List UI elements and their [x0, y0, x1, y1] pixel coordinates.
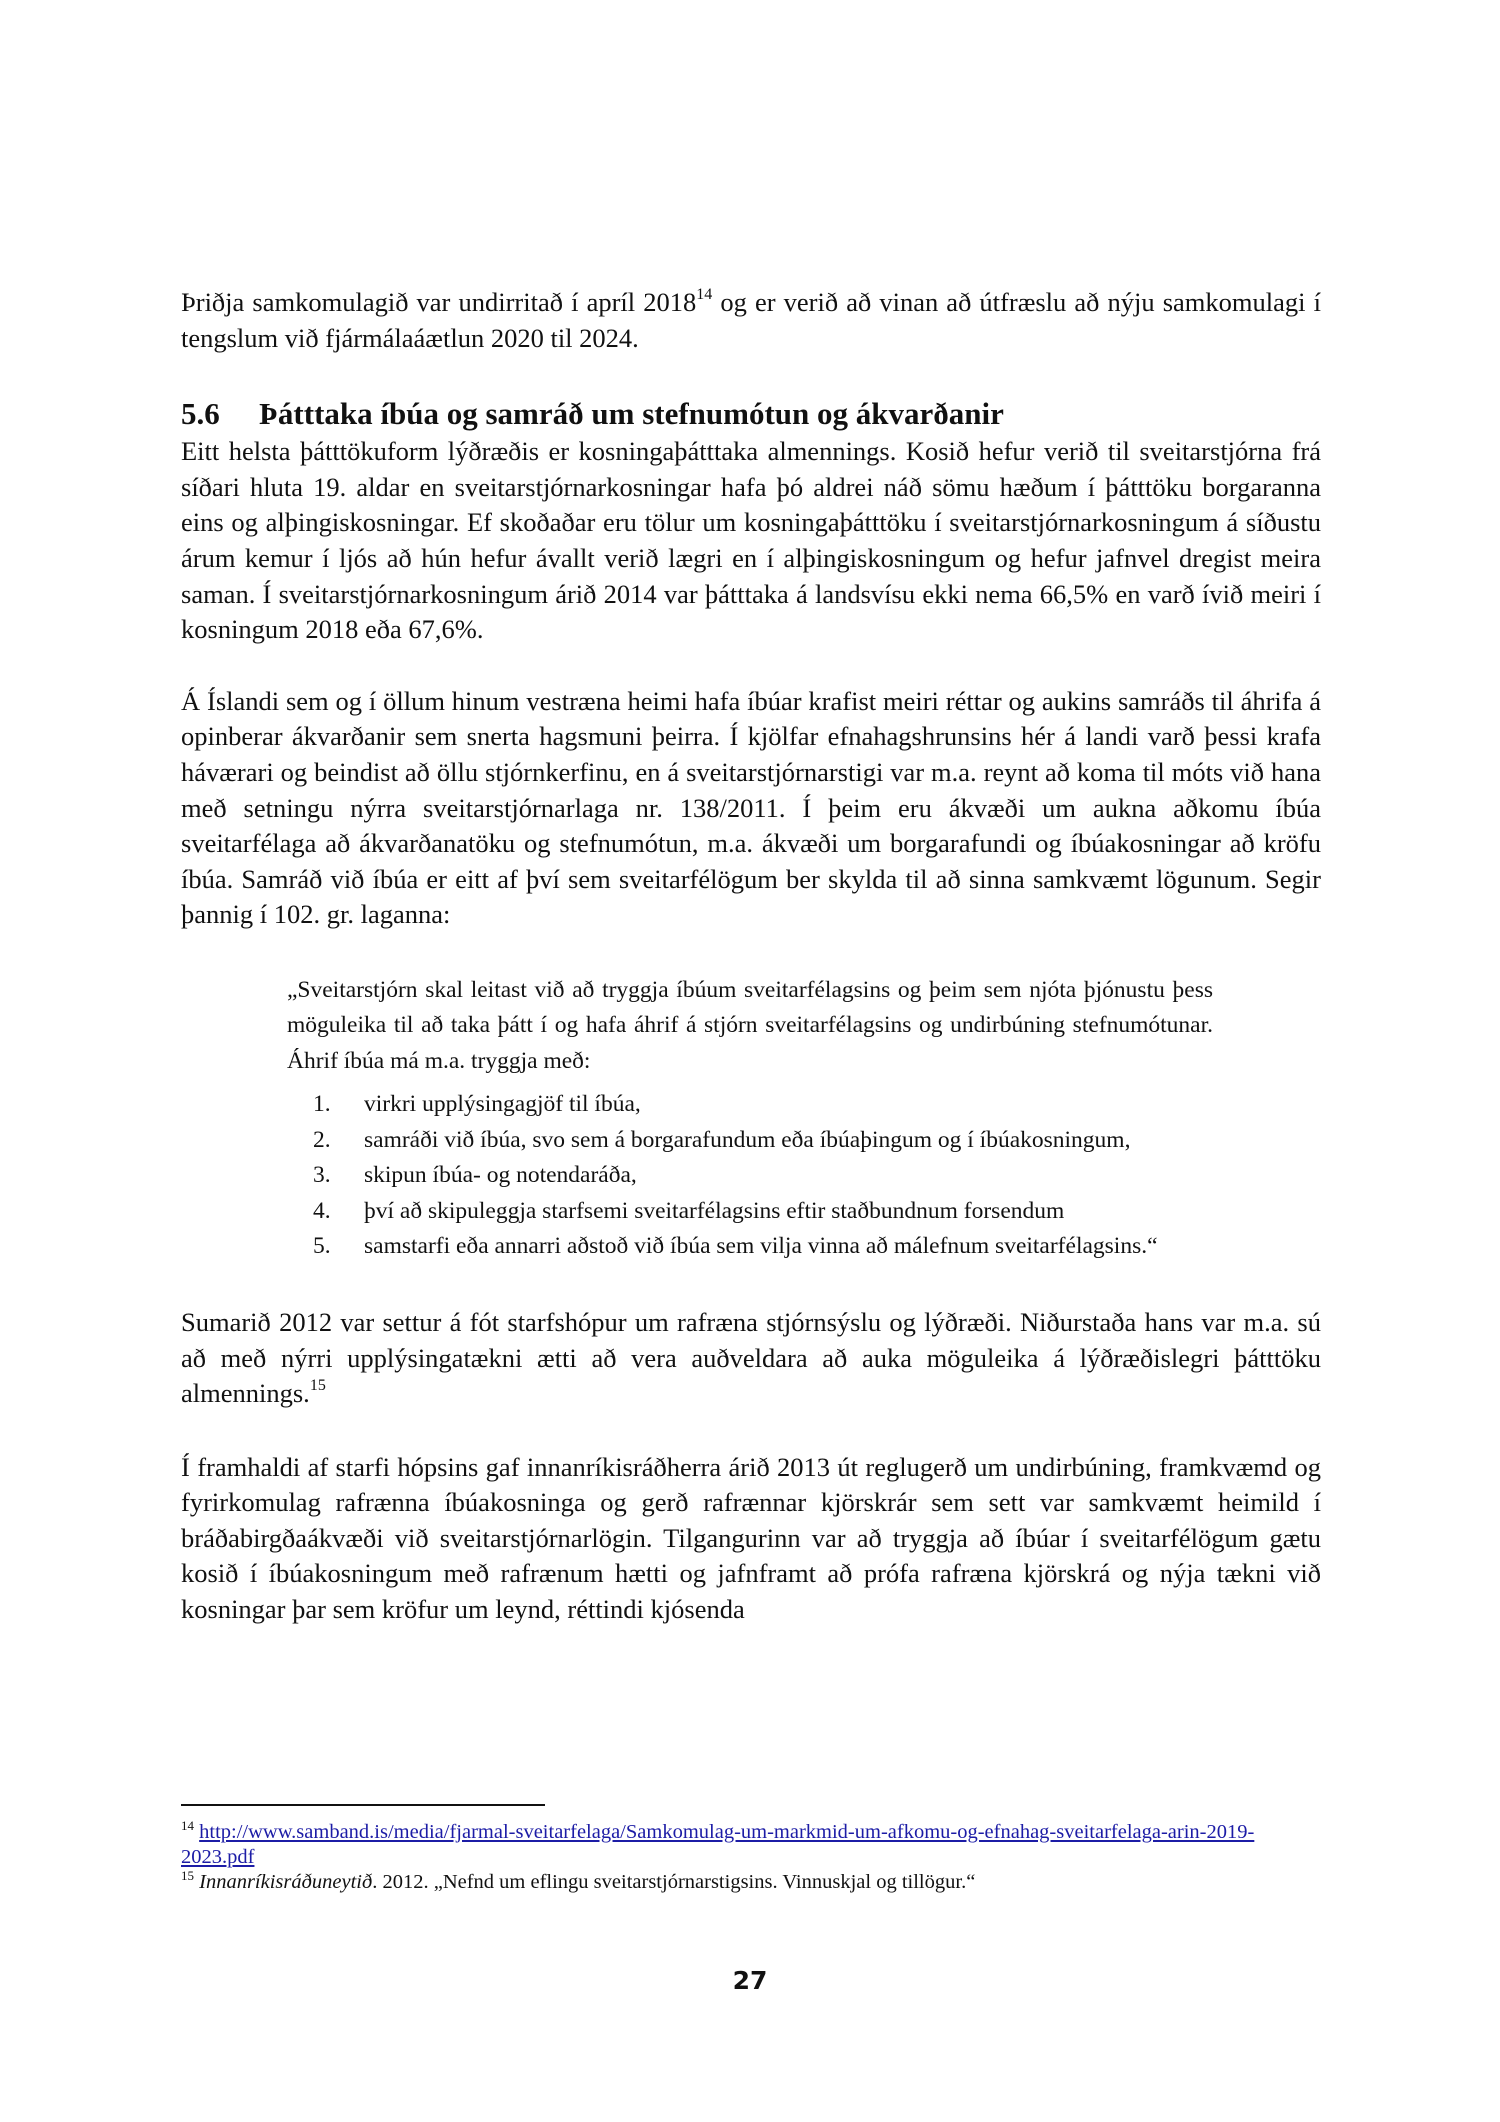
section-title: Þátttaka íbúa og samráð um stefnumótun og ákvarðanir	[259, 396, 1004, 432]
quote-list-item	[287, 1158, 1213, 1194]
list-number: 4.	[313, 1197, 331, 1224]
page-body	[181, 285, 1321, 1628]
paragraph-regulation: Í framhaldi af starfi hópsins gaf innanríkisráðherra árið 2013 út reglugerð um undirbúning, framkvæmd og fyrirkomulag rafrænna íbúakosninga og gerð rafrænnar kjörskrár sem sett var samkvæmt heimild í bráðabirgðaákvæði við sveitarstjórnarlögin. Tilgangurinn var að tryggja að íbúar í sveitarfélögum gætu kosið í íbúakosningum með rafrænum hætti og jafnframt að prófa rafræna kjörskrá og nýja tækni við kosningar þar sem kröfur um leynd, réttindi kjósenda	[181, 1451, 1321, 1625]
footnote-link[interactable]: http://www.samband.is/media/fjarmal-sveitarfelaga/Samkomulag-um-markmid-um-afkomu-og-efnahag-sveitarfelaga-arin-2019-2023.pdf	[181, 1821, 1255, 1868]
quote-list-item	[287, 1194, 1213, 1230]
list-number: 2.	[313, 1126, 331, 1153]
quote-list-item	[287, 1087, 1213, 1123]
footnote-separator	[181, 1804, 545, 1806]
list-number: 1.	[313, 1091, 331, 1118]
spacer	[181, 648, 1321, 684]
footnote-citation: . 2012. „Nefnd um eflingu sveitarstjórnarstigsins. Vinnuskjal og tillögur.“	[372, 1871, 976, 1893]
page-number: 27	[732, 1966, 768, 1995]
list-text: skipun íbúa- og notendaráða,	[364, 1162, 637, 1189]
footnote-14	[181, 1820, 1321, 1870]
footnote-number: 15	[181, 1868, 194, 1883]
spacer	[181, 1265, 1321, 1305]
list-number: 5.	[313, 1233, 331, 1260]
paragraph-working-group: Sumarið 2012 var settur á fót starfshópur um rafræna stjórnsýslu og lýðræði. Niðurstaða hans var m.a. sú að með nýrri upplýsingatækni ætti að vera auðveldara að auka möguleika á lýðræðislegri þátttöku almennings.$^{15}$	[181, 1306, 1321, 1409]
footnote-15	[181, 1870, 1321, 1895]
list-number: 3.	[313, 1162, 331, 1189]
footnote-ref-14[interactable]: 14	[696, 286, 713, 303]
spacer	[181, 933, 1321, 973]
list-text: því að skipuleggja starfsemi sveitarfélagsins eftir staðbundnum forsendum	[364, 1197, 1065, 1224]
list-text: samstarfi eða annarri aðstoð við íbúa sem vilja vinna að málefnum sveitarfélagsins.“	[364, 1233, 1158, 1260]
spacer	[181, 356, 1321, 394]
footnotes	[181, 1804, 1321, 1895]
spacer	[181, 1412, 1321, 1450]
paragraph-consultation: Á Íslandi sem og í öllum hinum vestræna heimi hafa íbúar krafist meiri réttar og aukins samráðs til áhrifa á opinberar ákvarðanir sem snerta hagsmuni þeirra. Í kjölfar efnahagshrunsins hér á landi varð þessi krafa háværari og beindist að öllu stjórnkerfinu, en á sveitarstjórnarstigi var m.a. reynt að koma til móts við hana með setningu nýrra sveitarstjórnarlaga nr. 138/2011. Í þeim eru ákvæði um aukna aðkomu íbúa sveitarfélaga að ákvarðanatöku og stefnumótun, m.a. ákvæði um borgarafundi og íbúakosningar að kröfu íbúa. Samráð við íbúa er eitt af því sem sveitarfélögum ber skylda til að sinna samkvæmt lögunum. Segir þannig í 102. gr. laganna:	[181, 685, 1321, 930]
footnote-ref-15[interactable]: 15	[309, 1377, 326, 1395]
intro-paragraph: Þriðja samkomulagið var undirritað í apríl 2018$^{14}$ og er verið að vinan að útfræslu að nýju samkomulagi í tengslum við fjármálaáætlun 2020 til 2024.	[181, 286, 1321, 353]
quote-intro: „Sveitarstjórn skal leitast við að tryggja íbúum sveitarfélagsins og þeim sem njóta þjónustu þess möguleika til að taka þátt í og hafa áhrif á stjórn sveitarfélagsins og undirbúning stefnumótunar. Áhrif íbúa má m.a. tryggja með:	[287, 976, 1213, 1074]
section-heading	[181, 394, 1321, 434]
quote-list-item	[287, 1123, 1213, 1159]
list-text: samráði við íbúa, svo sem á borgarafundum eða íbúaþingum og í íbúakosningum,	[364, 1126, 1131, 1153]
section-number: 5.6	[181, 396, 220, 432]
list-text: virkri upplýsingagjöf til íbúa,	[364, 1091, 641, 1118]
footnote-number: 14	[181, 1818, 194, 1833]
quote-list-item	[287, 1229, 1213, 1265]
paragraph-participation: Eitt helsta þátttökuform lýðræðis er kosningaþátttaka almennings. Kosið hefur verið til sveitarstjórna frá síðari hluta 19. aldar en sveitarstjórnarkosningar hafa þó aldrei náð sömu hæðum í þátttöku borgaranna eins og alþingiskosningar. Ef skoðaðar eru tölur um kosningaþátttöku í sveitarstjórnarkosningum á síðustu árum kemur í ljós að hún hefur ávallt verið lægri en í alþingiskosningum og hefur jafnvel dregist meira saman. Í sveitarstjórnarkosningum árið 2014 var þátttaka á landsvísu ekki nema 66,5% en varð ívið meiri í kosningum 2018 eða 67,6%.	[181, 436, 1321, 645]
footnote-source: Innanríkisráðuneytið	[199, 1871, 373, 1893]
law-quote	[287, 973, 1213, 1265]
quote-list	[287, 1087, 1213, 1265]
